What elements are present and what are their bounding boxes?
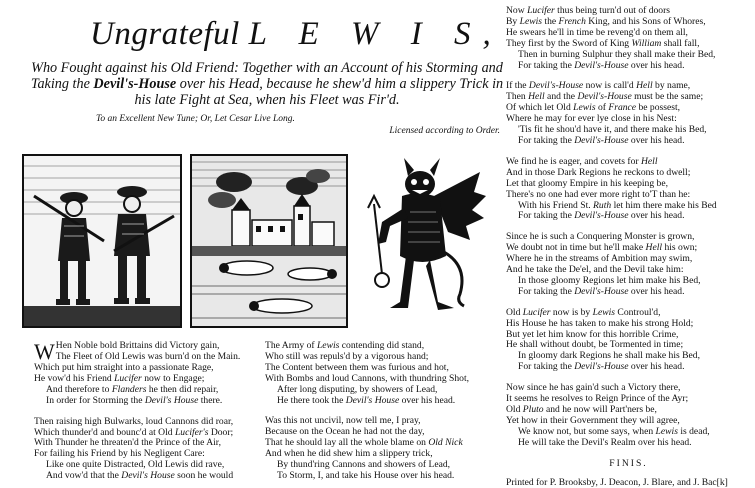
finis: FINIS. <box>609 457 648 469</box>
imprint: Printed for P. Brooksby, J. Deacon, J. Blare, and J. Bac[k] <box>506 476 728 488</box>
ballad-subtitle: Who Fought against his Old Friend: Together with an Account of his Storming and Taking the Devil's-House over his Head, because he shew'd him a slippery Trick in his late Fight at Sea, when his Fleet was Fir'd. <box>30 60 504 108</box>
stanza-5: Now Lucifer thus being turn'd out of doors By Lewis the French King, and his Sons of Whores, He swears he'll in time be reveng'd on them all, They first by the Sword of King William shall fall, Then in burning Sulphur they shall make their Bed, For taking the Devil's-House over his head. <box>506 5 716 71</box>
stanza-9: Old Lucifer now is by Lewis Controul'd, His House he has taken to make his strong Hold; But yet let him know for this horrible Crime, He shall without doubt, be Tormented in time; In gloomy dark Regions he shall make his Bed, For taking the Devil's-House over his head. <box>506 306 700 373</box>
stanza-10: Now since he has gain'd such a Victory there, It seems he resolves to Reign Prince of the Ayr; Old Pluto and he now will Part'ners be, Yet how in their Government they will agree, We know not, but some says, when Lewis is dead, He will take the Devil's Realm over his head. <box>506 382 710 448</box>
stanza-1: W Hen Noble bold Brittains did Victory gain, The Fleet of Old Lewis was burn'd on the Main. Which put him straight into a passionate Rage, He vow'd his Friend Lucifer now to Engage; And therefore to Flanders he then did repair, In order for Storming the Devil's House there. <box>34 339 241 406</box>
devil-woodcut <box>360 156 488 326</box>
middle-column <box>265 341 490 482</box>
two-soldiers-woodcut <box>22 154 182 328</box>
stanza-2: Then raising high Bulwarks, loud Cannons did roar, Which thunder'd and bounc'd at Old Lucifer's Door; With Thunder he threaten'd the Prince of the Air, For failing his Friend by his Negligent Care: Like one quite Distracted, Old Lewis did rave, And vow'd that the Devil's House soon he would <box>34 415 234 482</box>
drop-cap: W <box>34 339 55 364</box>
tune-line: To an Excellent New Tune; Or, Let Cesar Live Long. <box>96 114 295 124</box>
right-column <box>506 6 751 488</box>
stanza-3: The Army of Lewis contending did stand, Who still was repuls'd by a vigorous hand; The Content between them was furious and hot, With Bombs and loud Cannons, with thundring Shot, After long disputing, by showers of Lead, He there took the Devil's House over his head. <box>265 340 470 406</box>
stanza-4: Was this not uncivil, now tell me, I pray, Because on the Ocean he had not the day, That he should lay all the whole blame on Old Nick And when he did shew him a slippery trick, By thund'ring Cannons and showers of Lead, To Storm, I, and take his House over his head. <box>265 415 463 481</box>
stanza-7: We find he is eager, and covets for Hell And in those Dark Regions he reckons to dwell; Let that gloomy Empire in his keeping be, There's no one had ever more right to'T than he: With his Friend St. Ruth let him there make his Bed For taking the Devil's-House over his head. <box>506 155 717 222</box>
left-column <box>34 341 249 482</box>
stanza-6: If the Devil's-House now is call'd Hell by name, Then Hell and the Devil's-House must be the same; Of which let Old Lewis of France be possest, Where he may for ever lye close in his Nest: 'Tis fit he shou'd have it, and there make his Bed, For taking the Devil's-House over his head. <box>506 80 707 146</box>
burning-town-woodcut <box>190 154 348 328</box>
ballad-title: Ungrateful L E W I S, <box>90 16 492 52</box>
licensed-line: Licensed according to Order. <box>389 126 500 136</box>
stanza-8: Since he is such a Conquering Monster is grown, We doubt not in time but he'll make Hell his own; Where he in the streams of Ambition may swim, And he take the De'el, and the Devil take him: In those gloomy Regions let him make his Bed, For taking the Devil's-House over his head. <box>506 231 701 297</box>
